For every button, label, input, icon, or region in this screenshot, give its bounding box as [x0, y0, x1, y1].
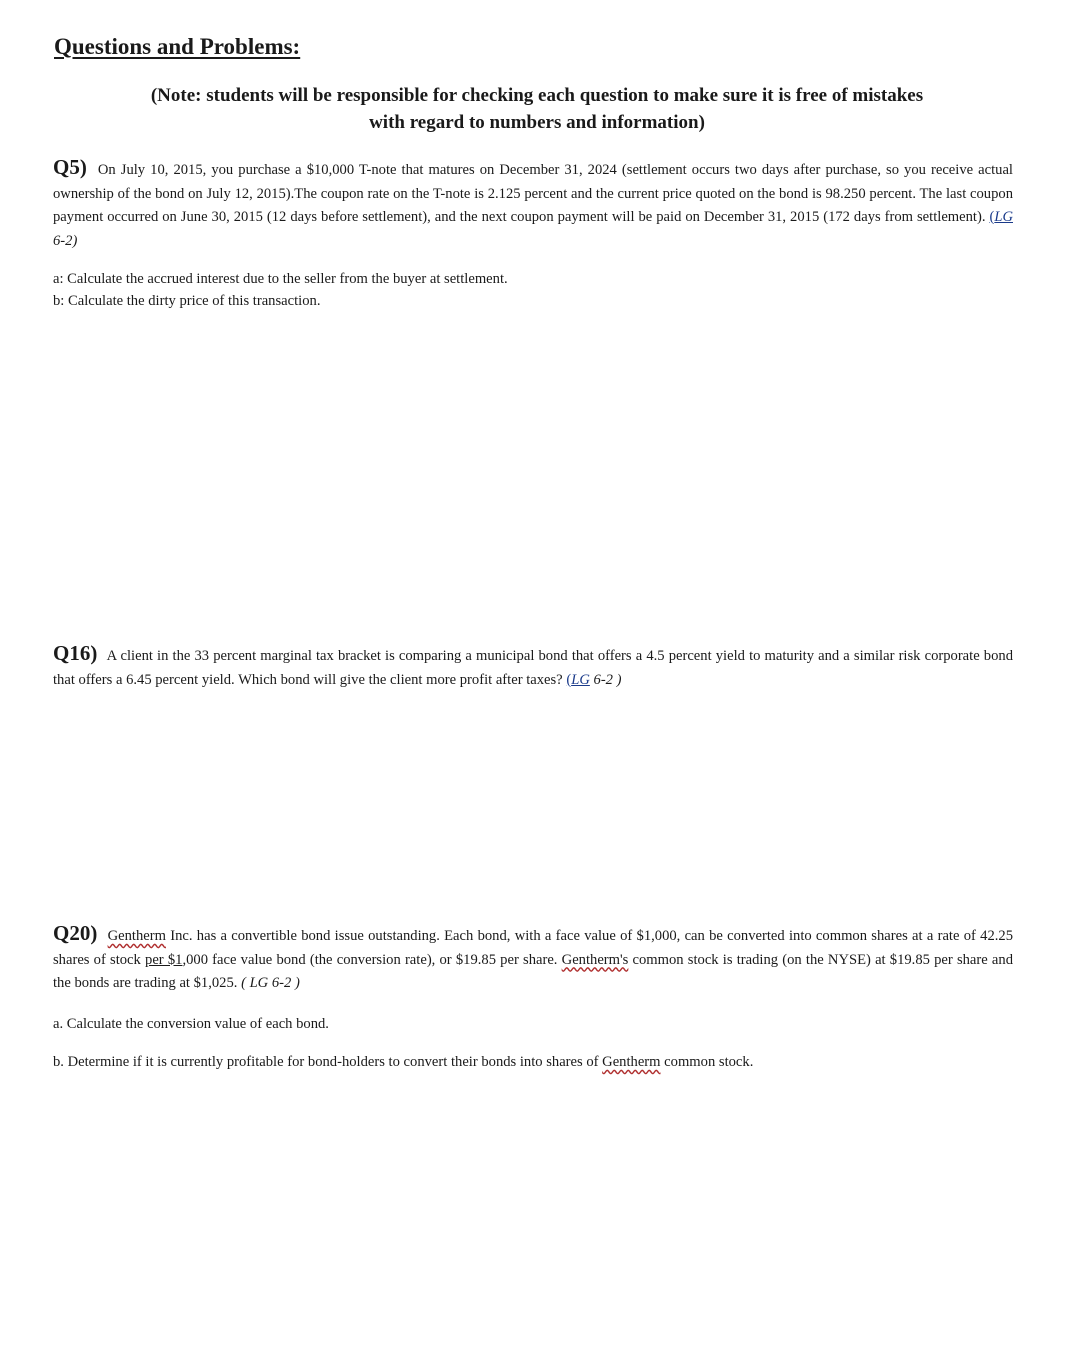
question-20-part-b [53, 1051, 753, 1073]
question-20-lg-reference: ( LG 6-2 ) [241, 975, 300, 991]
question-16-lg-reference[interactable]: (LG [566, 671, 590, 688]
company-name-misspelling: Gentherm [107, 928, 166, 944]
question-16-lg-number: 6-2 ) [593, 671, 622, 688]
company-possessive-misspelling: Gentherm's [561, 951, 629, 968]
question-20-part-a: a. Calculate the conversion value of each bond. [53, 1016, 329, 1032]
note-line-1: (Note: students will be responsible for checking each question to make sure it is free of mistakes [150, 85, 924, 106]
question-20-part-b-suffix: common stock. [664, 1054, 754, 1070]
question-16-label: Q16) [53, 641, 98, 665]
question-5-lg-reference[interactable]: (LG [989, 209, 1013, 225]
question-16-text: A client in the 33 percent marginal tax bracket is comparing a municipal bond that offers a 4.5 percent yield to maturity and a similar risk corporate bond that offers a 6.45 percent yield. Which bond will give the client more profit after taxes? [53, 648, 1013, 688]
instructions-note [54, 82, 1020, 136]
question-20-text-part-3: common stock is trading (on the NYSE) at $19.85 per share and the bonds are trading at $1,025. [53, 951, 1013, 991]
question-16 [53, 642, 1013, 692]
company-name-misspelling-2: Gentherm [602, 1054, 661, 1070]
page-title: Questions and Problems: [54, 34, 301, 59]
note-line-2: with regard to numbers and information) [369, 112, 705, 133]
question-5-lg-number: 6-2) [53, 232, 78, 249]
per-share-underlined: per $1 [145, 951, 183, 968]
question-20 [53, 922, 1013, 996]
question-20-part-b-prefix: b. Determine if it is currently profitable for bond-holders to convert their bonds into shares of [53, 1054, 599, 1070]
question-5-text: On July 10, 2015, you purchase a $10,000 T-note that matures on December 31, 2024 (settlement occurs two days after purchase, so you receive actual ownership of the bond on July 12, 2015).The coupon rate on the T-note is 2.125 percent and the current price quoted on the bond is 98.250 percent. The last coupon payment occurred on June 30, 2015 (12 days before settlement), and the next coupon payment will be paid on December 31, 2015 (172 days from settlement). [53, 162, 1013, 225]
question-20-label: Q20) [53, 921, 98, 945]
question-20-text-part-2: ,000 face value bond (the conversion rate), or $19.85 per share. [182, 951, 558, 968]
question-5-part-a: a: Calculate the accrued interest due to the seller from the buyer at settlement. [53, 271, 508, 287]
question-20-text-part-1: Inc. has a convertible bond issue outstanding. Each bond, with a face value of $1,000, can be converted into common shares at a rate of 42.25 shares of stock [53, 928, 1013, 968]
question-5-part-b: b: Calculate the dirty price of this transaction. [53, 293, 321, 309]
question-5-label: Q5) [53, 155, 87, 179]
question-5 [53, 156, 1013, 253]
